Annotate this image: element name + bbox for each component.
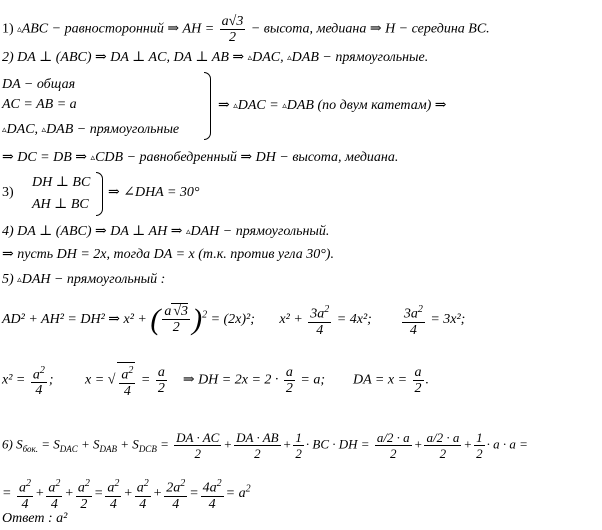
triangle-icon: ▵ xyxy=(233,100,238,110)
triangle-icon: ▵ xyxy=(247,52,253,62)
answer: Ответ : a² xyxy=(2,511,68,526)
text: = xyxy=(137,372,154,388)
step-number: 3) xyxy=(2,185,14,200)
text: DAH − прямоугольный. xyxy=(190,224,330,239)
text: DAH − прямоугольный : xyxy=(21,272,166,287)
triangle-icon: ▵ xyxy=(2,124,7,134)
brace-line-2: AC = AB = a xyxy=(2,97,77,112)
text: = (2x)²; xyxy=(207,312,255,328)
triangle-icon: ▵ xyxy=(282,100,287,110)
numerator: a√3 xyxy=(221,14,244,29)
equation-2: x² = $\frac{a^2}{4}$ ; x = √ $\frac{a^2}{4}$ = $\frac{a}{2}$ ⇒ DH = 2x = 2 · $\frac{a}{2}$ = a; DA = x = $\frac{a}{2}$ . xyxy=(2,362,429,399)
line-4 xyxy=(2,222,329,241)
text: − высота, медиана ⇒ H − середина BC. xyxy=(247,21,490,37)
text: + S xyxy=(77,436,100,452)
text: DAC, xyxy=(6,122,42,137)
triangle-icon: ▵ xyxy=(90,152,96,162)
line-2 xyxy=(2,48,428,67)
text: ⇒ DC = DB ⇒ xyxy=(2,150,91,165)
text: ; xyxy=(48,372,54,388)
text: ⇒ DH = 2x = 2 · xyxy=(182,372,282,388)
text: DAB − прямоугольные xyxy=(46,122,180,137)
triangle-icon: ▵ xyxy=(287,52,292,62)
brace-result xyxy=(218,96,447,115)
text: ABC − равносторонний ⇒ AH = xyxy=(21,21,218,37)
text: x = xyxy=(85,372,108,388)
right-brace xyxy=(204,72,211,140)
text: . xyxy=(425,372,430,388)
text: = xyxy=(2,486,15,502)
equation-1: AD² + AH² = DH² ⇒ x² + ( $\frac{a √3}{2}$ )$^2$ = (2x)²; x² + $\frac{3a^2}{4}$ = 4x²; $\frac{3a^2}{4}$ = 3x²; xyxy=(2,302,466,338)
text: x² + xyxy=(279,312,307,328)
text: x² = xyxy=(2,372,29,388)
text: 2) DA ⊥ (ABC) ⇒ DA ⊥ AC, DA ⊥ AB ⇒ xyxy=(2,50,248,65)
line-3 xyxy=(2,148,398,167)
text: = S xyxy=(37,436,60,452)
brace-line-1: DA − общая xyxy=(2,77,76,92)
text: DAC, xyxy=(252,50,288,65)
text: DA = x = xyxy=(353,372,411,388)
text: = a; xyxy=(296,372,326,388)
brace-line-3 xyxy=(2,120,179,139)
text: = xyxy=(156,436,173,452)
text: CDB − равнобедренный ⇒ DH − высота, медиана. xyxy=(95,150,399,165)
step3-result: ⇒ ∠DHA = 30° xyxy=(108,185,200,200)
triangle-icon: ▵ xyxy=(41,124,47,134)
subscript: бок. xyxy=(22,444,38,455)
text: ⇒ xyxy=(218,98,234,113)
text: DAB − прямоугольные. xyxy=(291,50,429,65)
triangle-icon: ▵ xyxy=(185,226,191,236)
text: AD² + AH² = DH² ⇒ x² + xyxy=(2,312,151,328)
text: 4) DA ⊥ (ABC) ⇒ DA ⊥ AH ⇒ xyxy=(2,224,186,239)
text: = 3x²; xyxy=(426,312,466,328)
text: DAC = xyxy=(237,98,283,113)
triangle-icon: ▵ xyxy=(17,274,22,284)
text: = 4x²; xyxy=(333,312,372,328)
step3-line-2: AH ⊥ BC xyxy=(32,197,89,212)
denominator: 2 xyxy=(229,30,237,45)
line-6: 6) $S_{бок.} = S_{DAC} + S_{DAB} + S_{DCB}$ = $\frac{DA \cdot AC}{2}$ + $\frac{DA \cdot AB}{2}$ + $\frac{1}{2}$ · BC · DH = $\frac{a/2 \cdot a}{2}$ + $\frac{a/2 \cdot a}{2}$ + $\frac{1}{2}$ · a · a = xyxy=(2,430,528,461)
triangle-icon: ▵ xyxy=(17,23,22,34)
fraction xyxy=(220,14,246,45)
text: 6) S xyxy=(2,436,23,452)
right-brace xyxy=(96,172,103,216)
line-1 xyxy=(2,14,490,45)
step-number: 1) xyxy=(2,21,18,37)
line-4b: ⇒ пусть DH = 2x, тогда DA = x (т.к. против угла 30°). xyxy=(2,247,334,262)
line-5 xyxy=(2,270,165,289)
line-7: = $\frac{a^2}{4}$ + $\frac{a^2}{4}$ + $\frac{a^2}{2}$ = $\frac{a^2}{4}$ + $\frac{a^2}{4}$ + $\frac{2a^2}{4}$ = $\frac{4a^2}{4}$ = $a^2$ xyxy=(2,478,251,512)
text: 5) xyxy=(2,272,18,287)
step3-line-1: DH ⊥ BC xyxy=(32,175,91,190)
text: DAB (по двум катетам) ⇒ xyxy=(286,98,447,113)
